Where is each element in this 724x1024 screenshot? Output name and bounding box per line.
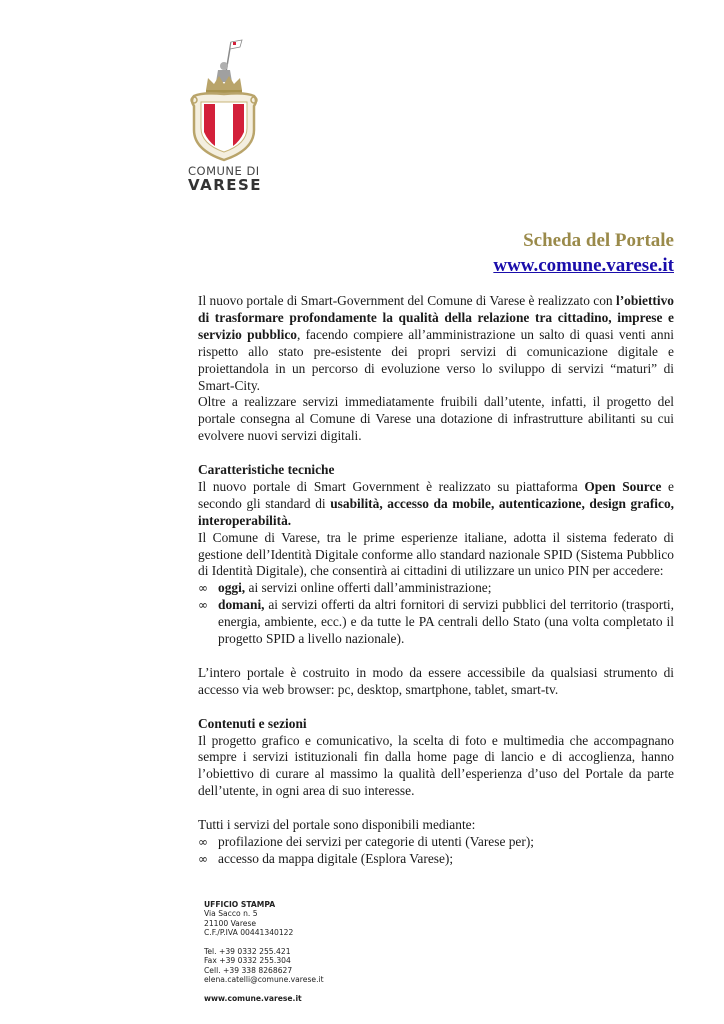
bullet-text: profilazione dei servizi per categorie di utenti (Varese per); <box>218 833 535 849</box>
address-line-1: Via Sacco n. 5 <box>204 909 258 919</box>
services-bullet-list <box>198 834 674 868</box>
bullet-text: accesso da mappa digitale (Esplora Varese); <box>218 850 454 866</box>
tech-paragraph-1 <box>198 479 674 530</box>
infinity-bullet-icon: ∞ <box>198 834 208 849</box>
footer-site-link[interactable]: www.comune.varese.it <box>204 994 302 1004</box>
document-body <box>198 293 674 868</box>
list-item <box>198 580 674 597</box>
infinity-bullet-icon: ∞ <box>198 851 208 866</box>
tech-text-cont: e secondo gli standard di <box>198 478 675 511</box>
tech-paragraph-2: Il Comune di Varese, tra le prime esperienze italiane, adotta il sistema federato di gestione dell’Identità Digitale conforme allo standard nazionale SPID (Sistema Pubblico di Identità Digitale), che consentirà ai cittadini di utilizzare un unico PIN per accedere: <box>198 529 674 579</box>
bullet-bold: domani, <box>218 597 265 613</box>
spid-bullet-list <box>198 580 674 648</box>
contents-paragraph-1: Il progetto grafico e comunicativo, la scelta di foto e multimedia che accompagnano sempre i servizi istituzionali fin dalla home page di lancio e di accoglienza, hanno l’obiettivo di curare al massimo la qualità dell’esperienza d’uso del Portale da parte dell’utente, in ogni area di suo interesse. <box>198 732 674 799</box>
standards-bold: usabilità, accesso da mobile, autenticazione, design grafico, interoperabilità. <box>198 495 674 528</box>
logo-text-varese: VARESE <box>188 176 263 194</box>
coat-of-arms-icon <box>186 38 262 163</box>
open-source-bold: Open Source <box>584 478 662 494</box>
email-link[interactable]: elena.catelli@comune.varese.it <box>204 975 324 985</box>
tech-text: Il nuovo portale di Smart Government è realizzato su piattaforma <box>198 478 585 494</box>
bullet-text: ai servizi online offerti dall’amministrazione; <box>245 580 492 596</box>
portal-url-link[interactable]: www.comune.varese.it <box>493 255 674 276</box>
document-title: Scheda del Portale <box>523 230 674 251</box>
intro-paragraph-2: Oltre a realizzare servizi immediatamente fruibili dall’utente, infatti, il progetto del portale consegna al Comune di Varese una dotazione di infrastrutture abilitanti su cui evolvere nuovi servizi digitali. <box>198 394 674 444</box>
intro-text-cont: , facendo compiere all’amministrazione un salto di quasi venti anni rispetto allo stato pre-esistente dei propri servizi di comunicazione digitale e proiettandola in un percorso di evoluzione verso lo sviluppo di servizi “maturi” di Smart-City. <box>198 326 674 393</box>
vat-number: C.F./P.IVA 00441340122 <box>204 928 294 938</box>
intro-bold-text: l’obiettivo di trasformare profondamente la qualità della relazione tra cittadino, imprese e servizio pubblico <box>198 293 674 342</box>
contents-paragraph-2: Tutti i servizi del portale sono disponibili mediante: <box>198 817 476 833</box>
bullet-bold: oggi, <box>218 580 246 596</box>
office-name: UFFICIO STAMPA <box>204 900 276 909</box>
contents-heading: Contenuti e sezioni <box>198 715 307 731</box>
list-item <box>198 851 674 868</box>
infinity-bullet-icon: ∞ <box>198 581 208 596</box>
tech-paragraph-3: L’intero portale è costruito in modo da essere accessibile da qualsiasi strumento di accesso via web browser: pc, desktop, smartphone, tablet, smart-tv. <box>198 664 674 697</box>
intro-paragraph-1 <box>198 293 674 394</box>
telephone: Tel. +39 0332 255.421 <box>204 947 291 957</box>
logo-text-comune-di: COMUNE DI <box>188 164 260 178</box>
list-item <box>198 834 674 851</box>
bullet-text: ai servizi offerti da altri fornitori di servizi pubblici del territorio (trasporti, energia, ambiente, ecc.) e da tutte le PA centrali dello Stato (una volta completato il progetto SPID a livello nazionale). <box>218 597 674 647</box>
intro-text: Il nuovo portale di Smart-Government del Comune di Varese è realizzato con <box>198 293 616 308</box>
infinity-bullet-icon: ∞ <box>198 598 208 613</box>
fax: Fax +39 0332 255.304 <box>204 956 291 966</box>
list-item <box>198 597 674 648</box>
press-office-footer <box>204 900 404 1003</box>
tech-heading: Caratteristiche tecniche <box>198 462 335 478</box>
address-line-2: 21100 Varese <box>204 918 257 928</box>
cellphone: Cell. +39 338 8268627 <box>204 965 293 975</box>
